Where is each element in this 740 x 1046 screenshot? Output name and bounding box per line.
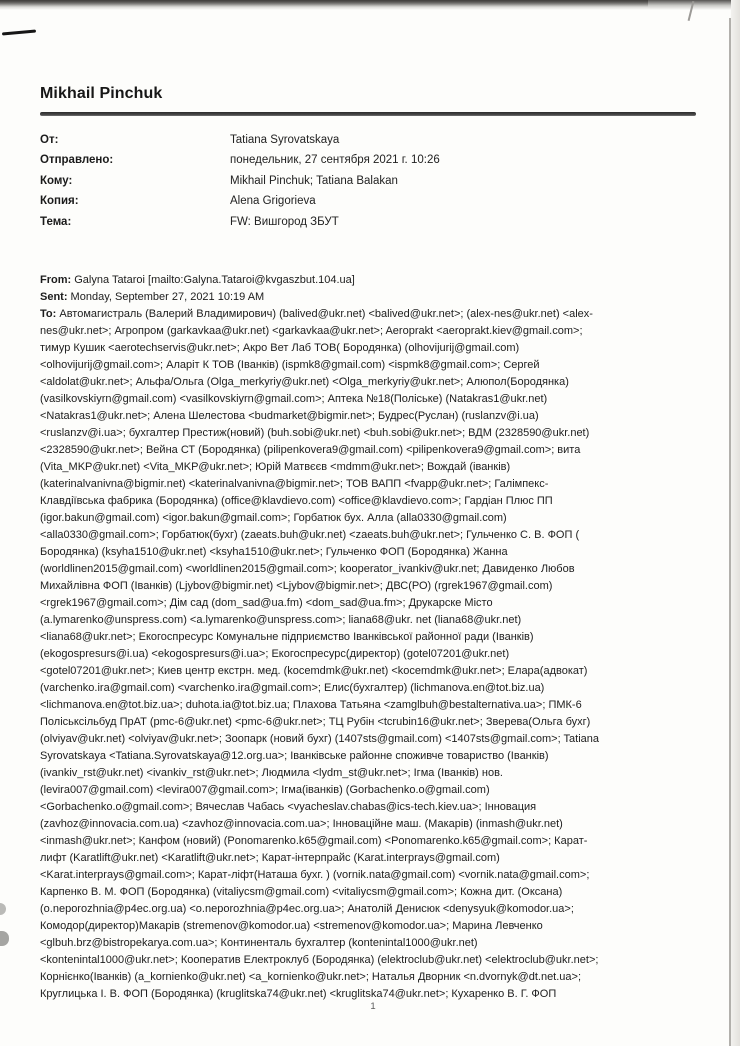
body-text-line [40, 765, 724, 782]
body-line-text: Круглицька І. В. ФОП (Бородянка) (kruglitska74@ukr.net) <kruglitska74@ukr.net>; Кухаренко В. Г. ФОП [40, 988, 557, 1000]
header-field-label: От: [40, 134, 59, 146]
body-line-text: <Karat.interprays@gmail.com>; Карат-ліфт(Наташа бухг. ) (vornik.nata@gmail.com) <vornik.nata@gmail.com>; [40, 869, 590, 881]
header-field-row [40, 215, 690, 235]
body-line-text: <rgrek1967@gmail.com>; Дім сад (dom_sad@ua.fm) <dom_sad@ua.fm>; Друкарске Місто [40, 597, 493, 609]
body-text-line [40, 612, 724, 629]
body-line-text: <alla0330@gmail.com>; Горбатюк(бухг) (zaeats.buh@ukr.net) <zaeats.buh@ukr.net>; Гульченко С. В. ФОП ( [40, 529, 580, 541]
body-line-text: Корнієнко(Іванків) (a_kornienko@ukr.net) <a_kornienko@ukr.net>; Наталья Дворник <n.dvornyk@dt.net.ua>; [40, 971, 582, 983]
header-field-row [40, 153, 690, 173]
body-line-text: <2328590@ukr.net>; Вейна СТ (Бородянка) (pilipenkovera9@gmail.com) <pilipenkovera9@gmail.com>; вита [40, 444, 581, 456]
body-text-line [40, 510, 724, 527]
header-field-value: Alena Grigorieva [230, 195, 316, 208]
body-text-line [40, 850, 724, 867]
body-line-text: Бородянка) (ksyha1510@ukr.net) <ksyha1510@ukr.net>; Гульченко ФОП (Бородянка) Жанна [40, 546, 508, 558]
body-line-text: <aldolat@ukr.net>; Альфа/Ольга (Olga_merkyriy@ukr.net) <Olga_merkyriy@ukr.net>; Алюпол(Бородянка) [40, 376, 569, 388]
body-line-text: <Natakras1@ukr.net>; Алена Шелестова <budmarket@bigmir.net>; Будрес(Руслан) (ruslanzv@i.ua) [40, 410, 539, 422]
body-text-line [40, 289, 724, 306]
body-text-line [40, 629, 724, 646]
body-text-line [40, 884, 724, 901]
body-text-line [40, 476, 724, 493]
body-line-text: Михайлівна ФОП (Іванків) (Ljybov@bigmir.net) <Ljybov@bigmir.net>; ДВС(РО) (rgrek1967@gmail.com) [40, 580, 553, 592]
scan-top-shadow-dark [0, 0, 648, 7]
body-text-line [40, 748, 724, 765]
body-text-line [40, 493, 724, 510]
body-text-line [40, 969, 724, 986]
body-text-line [40, 527, 724, 544]
body-line-text: (olviyav@ukr.net) <olviyav@ukr.net>; Зоопарк (новий бухг) (1407sts@gmail.com) <1407sts@gmail.com>; Tatiana [40, 733, 599, 745]
header-field-value: понедельник, 27 сентября 2021 г. 10:26 [230, 154, 440, 167]
body-text-line [40, 340, 724, 357]
body-text-line [40, 731, 724, 748]
scan-left-smudge [0, 903, 6, 915]
scan-right-edge-strip [731, 0, 740, 1046]
header-field-row [40, 194, 690, 214]
body-line-text: Syrovatskaya <Tatiana.Syrovatskaya@12.org.ua>; Іванківське районне споживче товариство (Іванків) [40, 750, 549, 762]
body-line-text: <gotel07201@ukr.net>; Киев центр екстрн. мед. (kocemdmk@ukr.net) <kocemdmk@ukr.net>; Елара(адвокат) [40, 665, 588, 677]
body-line-text: тимур Кушик <aerotechservis@ukr.net>; Акро Вет Лаб ТОВ( Бородянка) (olhovijurij@gmail.com) [40, 342, 520, 354]
body-text-line [40, 935, 724, 952]
body-text-line [40, 714, 724, 731]
header-field-value: Tatiana Syrovatskaya [230, 134, 340, 146]
body-line-text: <kontenintal1000@ukr.net>; Кооператив Електроклуб (Бородянка) (elektroclub@ukr.net) <elektroclub@ukr.net>; [40, 954, 599, 966]
body-text-line [40, 357, 724, 374]
body-line-text: <olhovijurij@gmail.com>; Аларіт К ТОВ (Іванків) (ispmk8@gmail.com) <ispmk8@gmail.com>; Сергей [40, 359, 540, 371]
body-line-text: (zavhoz@innovacia.com.ua) <zavhoz@innovacia.com.ua>; Інноваційне маш. (Макарів) (inmash@ukr.net) [40, 818, 563, 830]
header-field-value: Mikhail Pinchuk; Tatiana Balakan [230, 174, 398, 187]
body-line-bold-label: To: [40, 308, 57, 320]
body-text-line [40, 374, 724, 391]
body-line-text: (katerinalvanivna@bigmir.net) <katerinalvanivna@bigmir.net>; ТОВ ВАПП <fvapp@ukr.net>; Галімпекс- [40, 478, 549, 490]
body-text-line [40, 544, 724, 561]
body-line-text: (igor.bakun@gmail.com) <igor.bakun@gmail.com>; Горбатюк бух. Алла (alla0330@gmail.com) [40, 512, 507, 524]
body-text-line [40, 459, 724, 476]
body-line-text: Galyna Tataroi [mailto:Galyna.Tataroi@kvgaszbut.104.ua] [71, 274, 355, 286]
page-number: 1 [370, 1001, 376, 1012]
recipient-name-title: Mikhail Pinchuk [40, 85, 163, 102]
body-text-line [40, 952, 724, 969]
header-field-value: FW: Вишгород ЗБУТ [230, 215, 339, 228]
body-line-text: <glbuh.brz@bistropekarya.com.ua>; Континенталь бухгалтер (kontenintal1000@ukr.net) [40, 937, 478, 949]
body-text-line [40, 272, 724, 289]
header-field-label: Тема: [40, 215, 72, 228]
email-header-fields [40, 133, 690, 235]
body-line-text: nes@ukr.net>; Агропром (garkavkaa@ukr.net) <garkavkaa@ukr.net>; Aeroprakt <aeroprakt.kiev@gmail.com>; [40, 325, 583, 337]
body-text-line [40, 782, 724, 799]
body-text-line [40, 408, 724, 425]
body-line-text: Автомагистраль (Валерий Владимирович) (balived@ukr.net) <balived@ukr.net>; (alex-nes@ukr.net) <alex- [56, 308, 593, 320]
body-line-bold-label: From: [40, 274, 72, 286]
body-text-line [40, 663, 724, 680]
body-line-text: (ivankiv_rst@ukr.net) <ivankiv_rst@ukr.net>; Людмила <lydm_st@ukr.net>; Ігма (Іванків) нов. [40, 767, 503, 779]
body-text-line [40, 867, 724, 884]
body-line-text: Карпенко В. М. ФОП (Бородянка) (vitaliycsm@gmail.com) <vitaliycsm@gmail.com>; Кожна дит. (Оксана) [40, 886, 563, 898]
body-text-line [40, 680, 724, 697]
body-text-line [40, 901, 724, 918]
header-field-row [40, 174, 690, 194]
header-field-label: Кому: [40, 174, 73, 187]
body-text-line [40, 595, 724, 612]
body-text-line [40, 833, 724, 850]
body-line-text: (levira007@gmail.com) <levira007@gmail.com>; Ігма(іванків) (Gorbachenko.o@gmail.com) [40, 784, 490, 796]
body-line-text: (Vita_MKP@ukr.net) <Vita_MKP@ukr.net>; Юрій Матвєєв <mdmm@ukr.net>; Вождай (іванків) [40, 461, 511, 473]
body-text-line [40, 799, 724, 816]
body-line-text: (o.neporozhnia@p4ec.org.ua) <o.neporozhnia@p4ec.org.ua>; Анатолій Денисюк <denysyuk@komodor.ua>; [40, 903, 574, 915]
header-field-label: Отправлено: [40, 154, 114, 167]
body-text-line [40, 306, 724, 323]
body-line-text: (varchenko.ira@gmail.com) <varchenko.ira@gmail.com>; Елис(бухгалтер) (lichmanova.en@tot.biz.ua) [40, 682, 545, 694]
body-line-text: (worldlinen2015@gmail.com) <worldlinen2015@gmail.com>; kooperator_ivankiv@ukr.net; Давиденко Любов [40, 563, 575, 575]
forwarded-message-body [40, 272, 724, 1003]
header-field-label: Копия: [40, 195, 79, 208]
body-line-text: <Gorbachenko.o@gmail.com>; Вячеслав Чабась <vyacheslav.chabas@ics-tech.kiev.ua>; Інновация [40, 801, 537, 813]
body-line-text: <inmash@ukr.net>; Канфом (новий) (Ponomarenko.k65@gmail.com) <Ponomarenko.k65@gmail.com>; Карат- [40, 835, 588, 847]
body-line-text: <lichmanova.en@tot.biz.ua>; duhota.ia@tot.biz.ua; Плахова Татьяна <zamglbuh@bestalternativa.ua>; ПМК-6 [40, 699, 582, 711]
body-text-line [40, 425, 724, 442]
scan-corner-mark [2, 30, 36, 36]
body-line-text: (vasilkovskiyrn@gmail.com) <vasilkovskiyrn@gmail.com>; Аптека №18(Поліське) (Natakras1@ukr.net) [40, 393, 548, 405]
body-text-line [40, 646, 724, 663]
body-line-text: Monday, September 27, 2021 10:19 AM [67, 291, 265, 303]
body-line-text: (ekogospresurs@i.ua) <ekogospresurs@i.ua>; Екогоспресурс(директор) (gotel07201@ukr.net) [40, 648, 510, 660]
header-field-row [40, 133, 690, 153]
title-divider-rule [40, 112, 696, 116]
body-line-text: лифт (Karatlift@ukr.net) <Karatlift@ukr.net>; Карат-інтерпрайс (Karat.interprays@gmail.com) [40, 852, 500, 864]
body-text-line [40, 391, 724, 408]
body-text-line [40, 561, 724, 578]
body-line-text: (a.lymarenko@unspress.com) <a.lymarenko@unspress.com>; liana68@ukr. net (liana68@ukr.net) [40, 614, 522, 626]
scan-left-smudge [0, 931, 9, 946]
body-line-text: <liana68@ukr.net>; Екогоспресурс Комунальне підприємство Іванківської районної ради (Іванків) [40, 631, 534, 643]
body-text-line [40, 442, 724, 459]
body-text-line [40, 697, 724, 714]
body-text-line [40, 578, 724, 595]
body-text-line [40, 323, 724, 340]
body-line-text: Клавдіївська фабрика (Бородянка) (office@klavdievo.com) <office@klavdievo.com>; Гардіан Плюс ПП [40, 495, 553, 507]
body-line-text: Комодор(директор)Макарів (stremenov@komodor.ua) <stremenov@komodor.ua>; Марина Левченко [40, 920, 543, 932]
body-text-line [40, 918, 724, 935]
body-line-text: <ruslanzv@i.ua>; бухгалтер Престиж(новий) (buh.sobi@ukr.net) <buh.sobi@ukr.net>; ВДМ (2328590@ukr.net) [40, 427, 590, 439]
body-line-text: Поліськсільбуд ПрАТ (pmc-6@ukr.net) <pmc-6@ukr.net>; ТЦ Рубін <tcrubin16@ukr.net>; Зверева(Ольга бухг) [40, 716, 591, 728]
body-line-bold-label: Sent: [40, 291, 68, 303]
body-text-line [40, 816, 724, 833]
